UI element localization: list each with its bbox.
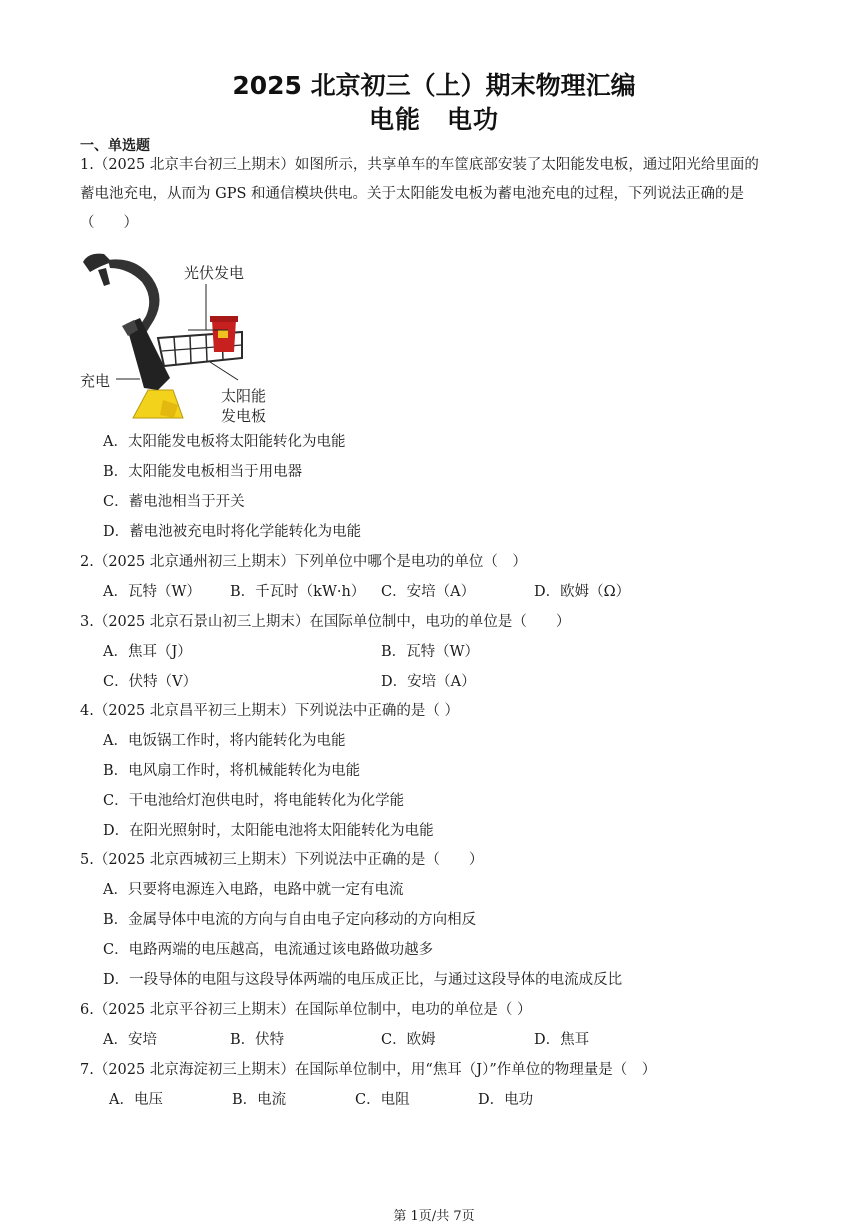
page-footer: 第 1页/共 7页 <box>393 1209 475 1224</box>
q7-option-c: C．电阻 <box>355 1092 410 1108</box>
section-title: 一、单选题 <box>80 138 150 154</box>
q6-stem: 6.（2025 北京平谷初三上期末）在国际单位制中，电功的单位是（ ） <box>80 1002 532 1018</box>
q3-option-d: D．安培（A） <box>381 674 476 690</box>
q1-option-c: C．蓄电池相当于开关 <box>103 494 245 510</box>
label-pv: 光伏发电 <box>184 264 245 282</box>
bike-basket-figure <box>78 240 288 430</box>
q6-option-d: D．焦耳 <box>534 1032 590 1048</box>
q1-stem-line1: 1.（2025 北京丰台初三上期末）如图所示，共享单车的车筐底部安装了太阳能发电板，通过阳光给里面的 <box>80 157 759 173</box>
q3-stem: 3.（2025 北京石景山初三上期末）在国际单位制中，电功的单位是（ ） <box>80 614 571 630</box>
label-panel-2: 发电板 <box>221 407 267 425</box>
q7-stem: 7.（2025 北京海淀初三上期末）在国际单位制中，用“焦耳（J）”作单位的物理量是（ ） <box>80 1062 657 1078</box>
subtitle-part-a: 电能 <box>368 105 421 134</box>
q1-stem-line2: 蓄电池充电，从而为 GPS 和通信模块供电。关于太阳能发电板为蓄电池充电的过程，下列说法正确的是 <box>80 186 744 202</box>
q2-option-b: B．千瓦时（kW·h） <box>230 584 366 600</box>
q2-option-d: D．欧姆（Ω） <box>534 584 631 600</box>
q1-stem-line3: （ ） <box>80 215 138 231</box>
q2-stem: 2.（2025 北京通州初三上期末）下列单位中哪个是电功的单位（ ） <box>80 554 527 570</box>
q5-option-a: A．只要将电源连入电路，电路中就一定有电流 <box>103 882 404 898</box>
q6-option-b: B．伏特 <box>230 1032 285 1048</box>
q6-option-a: A．安培 <box>103 1032 157 1048</box>
q2-option-c: C．安培（A） <box>381 584 476 600</box>
subtitle-part-b: 电功 <box>447 105 500 134</box>
q5-option-c: C．电路两端的电压越高，电流通过该电路做功越多 <box>103 942 434 958</box>
q1-option-b: B．太阳能发电板相当于用电器 <box>103 464 303 480</box>
q3-option-a: A．焦耳（J） <box>103 644 192 660</box>
q5-stem: 5.（2025 北京西城初三上期末）下列说法中正确的是（ ） <box>80 852 484 868</box>
q3-option-b: B．瓦特（W） <box>381 644 480 660</box>
q4-option-d: D．在阳光照射时，太阳能电池将太阳能转化为电能 <box>103 823 434 839</box>
q3-option-c: C．伏特（V） <box>103 674 198 690</box>
q7-option-b: B．电流 <box>232 1092 287 1108</box>
q4-option-a: A．电饭锅工作时，将内能转化为电能 <box>103 733 346 749</box>
q1-option-a: A．太阳能发电板将太阳能转化为电能 <box>103 434 346 450</box>
q5-option-d: D．一段导体的电阻与这段导体两端的电压成正比，与通过这段导体的电流成反比 <box>103 972 623 988</box>
page-title: 2025 北京初三（上）期末物理汇编 <box>232 71 636 100</box>
q4-stem: 4.（2025 北京昌平初三上期末）下列说法中正确的是（ ） <box>80 703 459 719</box>
q4-option-c: C．干电池给灯泡供电时，将电能转化为化学能 <box>103 793 405 809</box>
q6-option-c: C．欧姆 <box>381 1032 436 1048</box>
page-subtitle <box>0 100 868 136</box>
label-panel-1: 太阳能 <box>221 387 267 405</box>
q4-option-b: B．电风扇工作时，将机械能转化为电能 <box>103 763 361 779</box>
q7-option-d: D．电功 <box>478 1092 534 1108</box>
label-charge: 充电 <box>80 372 111 390</box>
q1-option-d: D．蓄电池被充电时将化学能转化为电能 <box>103 524 362 540</box>
q2-option-a: A．瓦特（W） <box>103 584 201 600</box>
q7-option-a: A．电压 <box>109 1092 163 1108</box>
q5-option-b: B．金属导体中电流的方向与自由电子定向移动的方向相反 <box>103 912 477 928</box>
